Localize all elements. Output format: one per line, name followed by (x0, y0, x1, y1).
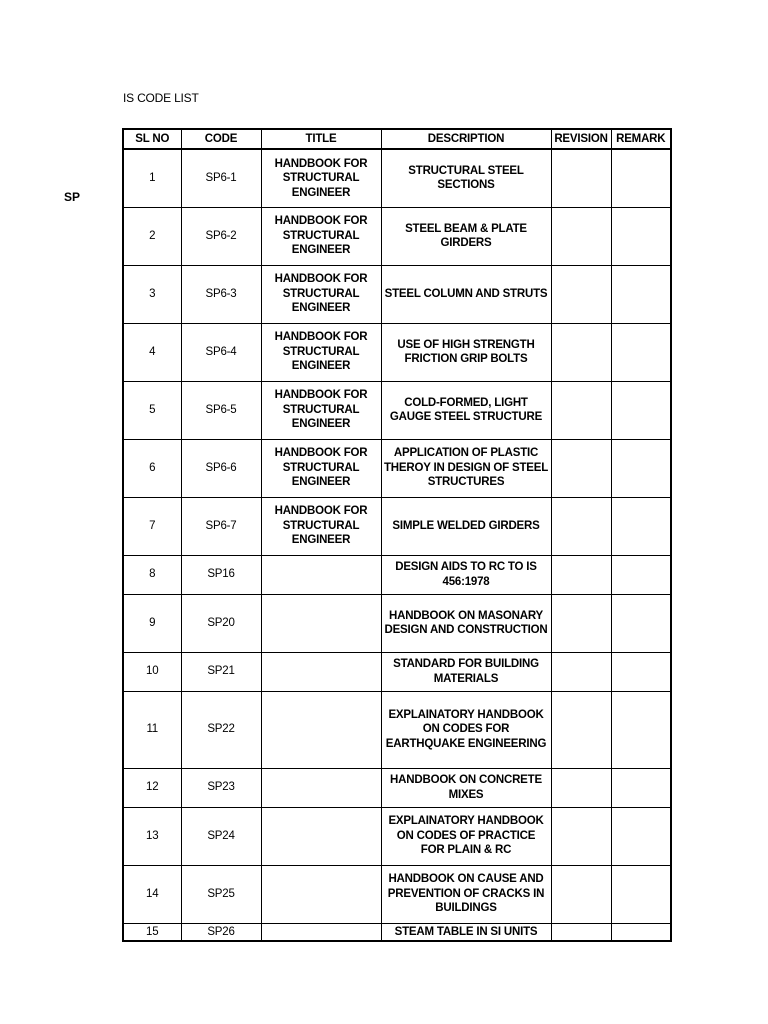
cell-description: SIMPLE WELDED GIRDERS (381, 497, 551, 555)
cell-code: SP6-3 (181, 265, 261, 323)
is-code-table (122, 128, 672, 942)
cell-revision (551, 381, 611, 439)
cell-code: SP6-6 (181, 439, 261, 497)
cell-title (261, 594, 381, 652)
cell-revision (551, 439, 611, 497)
header-title: TITLE (261, 129, 381, 149)
header-remark: REMARK (611, 129, 671, 149)
cell-title (261, 923, 381, 941)
table-row (123, 323, 671, 381)
table-row (123, 149, 671, 207)
cell-description: STEEL COLUMN AND STRUTS (381, 265, 551, 323)
cell-remark (611, 865, 671, 923)
cell-sl-no: 3 (123, 265, 181, 323)
document-title: IS CODE LIST (123, 91, 199, 105)
cell-revision (551, 652, 611, 691)
cell-revision (551, 923, 611, 941)
cell-remark (611, 691, 671, 768)
cell-title: HANDBOOK FOR STRUCTURAL ENGINEER (261, 149, 381, 207)
cell-description: DESIGN AIDS TO RC TO IS 456:1978 (381, 555, 551, 594)
table-row (123, 807, 671, 865)
cell-sl-no: 5 (123, 381, 181, 439)
table-row (123, 691, 671, 768)
table-row (123, 381, 671, 439)
cell-remark (611, 149, 671, 207)
cell-sl-no: 2 (123, 207, 181, 265)
table-header-row (123, 129, 671, 149)
table-row (123, 555, 671, 594)
cell-revision (551, 207, 611, 265)
cell-code: SP25 (181, 865, 261, 923)
cell-revision (551, 497, 611, 555)
cell-revision (551, 555, 611, 594)
cell-code: SP16 (181, 555, 261, 594)
cell-code: SP6-7 (181, 497, 261, 555)
cell-description: EXPLAINATORY HANDBOOK ON CODES OF PRACTICE FOR PLAIN & RC (381, 807, 551, 865)
cell-description: HANDBOOK ON CONCRETE MIXES (381, 768, 551, 807)
table-row (123, 865, 671, 923)
cell-code: SP6-2 (181, 207, 261, 265)
table-row (123, 439, 671, 497)
cell-title (261, 768, 381, 807)
cell-title (261, 865, 381, 923)
cell-sl-no: 9 (123, 594, 181, 652)
cell-revision (551, 265, 611, 323)
cell-sl-no: 10 (123, 652, 181, 691)
header-sl-no: SL NO (123, 129, 181, 149)
cell-description: STEEL BEAM & PLATE GIRDERS (381, 207, 551, 265)
table-row (123, 207, 671, 265)
cell-code: SP6-4 (181, 323, 261, 381)
cell-description: EXPLAINATORY HANDBOOK ON CODES FOR EARTHQUAKE ENGINEERING (381, 691, 551, 768)
cell-sl-no: 1 (123, 149, 181, 207)
cell-description: STRUCTURAL STEEL SECTIONS (381, 149, 551, 207)
cell-description: HANDBOOK ON CAUSE AND PREVENTION OF CRACKS IN BUILDINGS (381, 865, 551, 923)
cell-description: USE OF HIGH STRENGTH FRICTION GRIP BOLTS (381, 323, 551, 381)
cell-code: SP24 (181, 807, 261, 865)
cell-revision (551, 594, 611, 652)
cell-sl-no: 15 (123, 923, 181, 941)
cell-remark (611, 381, 671, 439)
side-label: SP (64, 190, 81, 204)
cell-remark (611, 652, 671, 691)
cell-sl-no: 7 (123, 497, 181, 555)
cell-remark (611, 555, 671, 594)
cell-title (261, 555, 381, 594)
cell-title (261, 652, 381, 691)
cell-sl-no: 14 (123, 865, 181, 923)
header-code: CODE (181, 129, 261, 149)
cell-remark (611, 768, 671, 807)
cell-title (261, 807, 381, 865)
table-row (123, 768, 671, 807)
cell-revision (551, 865, 611, 923)
cell-title (261, 691, 381, 768)
cell-description: HANDBOOK ON MASONARY DESIGN AND CONSTRUCTION (381, 594, 551, 652)
cell-remark (611, 265, 671, 323)
cell-remark (611, 207, 671, 265)
cell-sl-no: 11 (123, 691, 181, 768)
cell-sl-no: 6 (123, 439, 181, 497)
cell-title: HANDBOOK FOR STRUCTURAL ENGINEER (261, 381, 381, 439)
cell-revision (551, 323, 611, 381)
cell-remark (611, 323, 671, 381)
cell-description: COLD-FORMED, LIGHT GAUGE STEEL STRUCTURE (381, 381, 551, 439)
cell-sl-no: 4 (123, 323, 181, 381)
cell-code: SP22 (181, 691, 261, 768)
cell-remark (611, 594, 671, 652)
cell-code: SP23 (181, 768, 261, 807)
table-row (123, 923, 671, 941)
cell-sl-no: 8 (123, 555, 181, 594)
cell-title: HANDBOOK FOR STRUCTURAL ENGINEER (261, 323, 381, 381)
header-description: DESCRIPTION (381, 129, 551, 149)
cell-code: SP26 (181, 923, 261, 941)
cell-description: STANDARD FOR BUILDING MATERIALS (381, 652, 551, 691)
cell-revision (551, 768, 611, 807)
cell-revision (551, 807, 611, 865)
cell-title: HANDBOOK FOR STRUCTURAL ENGINEER (261, 265, 381, 323)
cell-remark (611, 497, 671, 555)
cell-title: HANDBOOK FOR STRUCTURAL ENGINEER (261, 439, 381, 497)
table-row (123, 594, 671, 652)
cell-revision (551, 691, 611, 768)
cell-code: SP6-1 (181, 149, 261, 207)
table-row (123, 497, 671, 555)
cell-sl-no: 13 (123, 807, 181, 865)
cell-revision (551, 149, 611, 207)
cell-description: STEAM TABLE IN SI UNITS (381, 923, 551, 941)
table-row (123, 652, 671, 691)
cell-code: SP20 (181, 594, 261, 652)
table-row (123, 265, 671, 323)
table-body (123, 149, 671, 941)
cell-title: HANDBOOK FOR STRUCTURAL ENGINEER (261, 497, 381, 555)
header-revision: REVISION (551, 129, 611, 149)
cell-code: SP21 (181, 652, 261, 691)
cell-description: APPLICATION OF PLASTIC THEROY IN DESIGN OF STEEL STRUCTURES (381, 439, 551, 497)
cell-title: HANDBOOK FOR STRUCTURAL ENGINEER (261, 207, 381, 265)
cell-code: SP6-5 (181, 381, 261, 439)
cell-sl-no: 12 (123, 768, 181, 807)
cell-remark (611, 807, 671, 865)
cell-remark (611, 439, 671, 497)
cell-remark (611, 923, 671, 941)
